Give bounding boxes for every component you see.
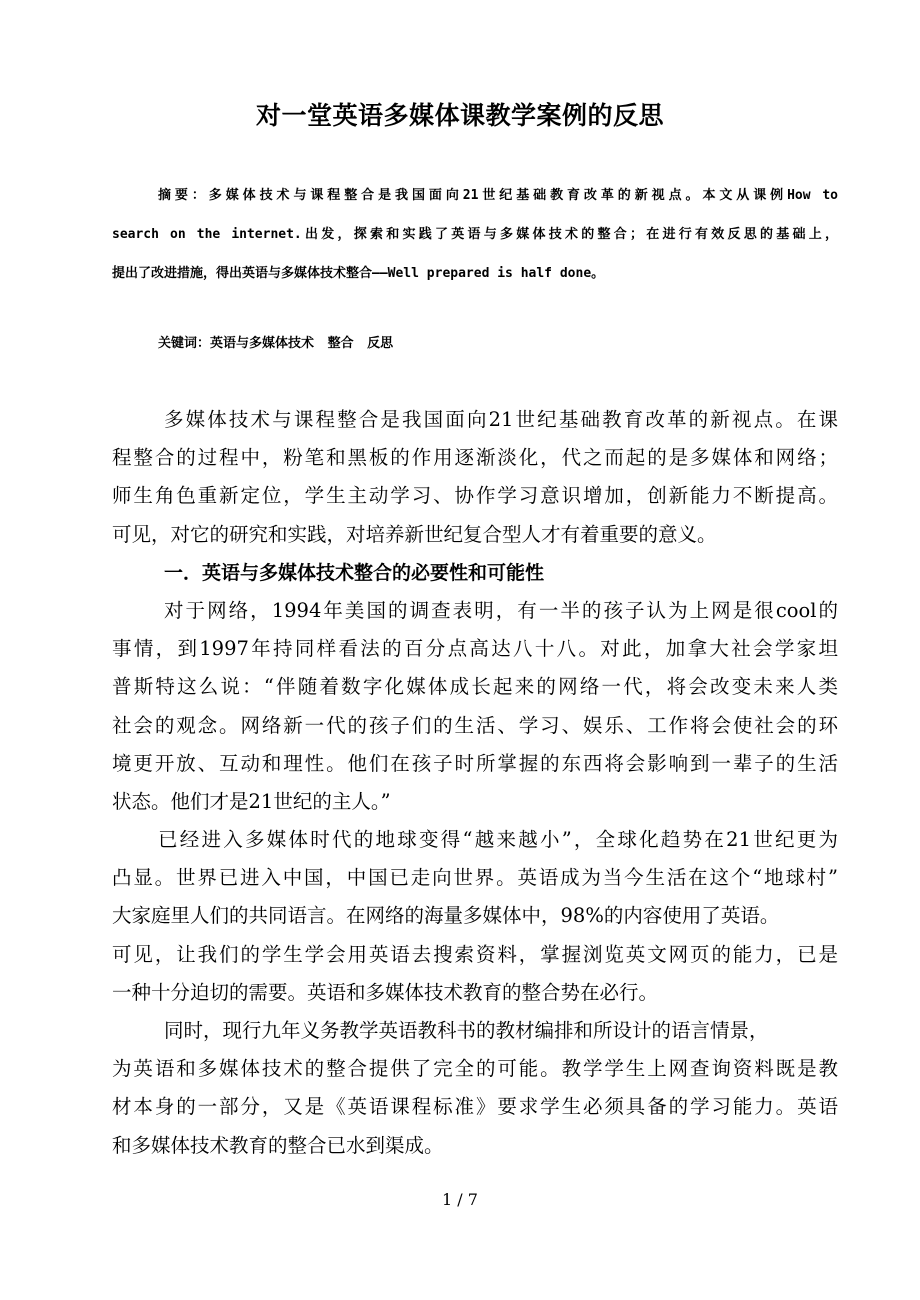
body-line: 凸显。世界已进入中国，中国已走向世界。英语成为当今生活在这个“地球村”	[112, 866, 838, 890]
body-line: 为英语和多媒体技术的整合提供了完全的可能。教学学生上网查询资料既是教	[112, 1057, 838, 1081]
body-line: 已经进入多媒体时代的地球变得“越来越小”，全球化趋势在21世纪更为	[158, 828, 838, 852]
body-line: 社会的观念。网络新一代的孩子们的生活、学习、娱乐、工作将会使社会的环	[112, 713, 838, 737]
body-line: 材本身的一部分，又是《英语课程标准》要求学生必须具备的学习能力。英语	[112, 1095, 838, 1119]
body-line: 师生角色重新定位，学生主动学习、协作学习意识增加，创新能力不断提高。	[112, 484, 838, 508]
body-line: 状态。他们才是21世纪的主人。”	[112, 789, 391, 813]
body-line: 同时，现行九年义务教学英语教科书的教材编排和所设计的语言情景，	[164, 1019, 769, 1042]
body-line: 程整合的过程中，粉笔和黑板的作用逐渐淡化，代之而起的是多媒体和网络；	[112, 446, 838, 470]
body-line: 对于网络，1994年美国的调查表明，有一半的孩子认为上网是很cool的	[164, 598, 838, 622]
document-title: 对一堂英语多媒体课教学案例的反思	[255, 101, 664, 130]
body-line: 一种十分迫切的需要。英语和多媒体技术教育的整合势在必行。	[112, 980, 659, 1004]
abstract-line: 提出了改进措施，得出英语与多媒体技术整合——Well prepared is half done。	[112, 266, 605, 281]
body-line: 大家庭里人们的共同语言。在网络的海量多媒体中，98%的内容使用了英语。	[112, 904, 780, 928]
abstract	[112, 176, 838, 293]
body-line: 境更开放、互动和理性。他们在孩子时所掌握的东西将会影响到一辈子的生活	[112, 751, 838, 775]
page-number: 1 / 7	[442, 1190, 478, 1209]
abstract-line: 摘要：多媒体技术与课程整合是我国面向21世纪基础教育改革的新视点。本文从课例How to	[158, 188, 838, 203]
abstract-line: search on the internet.出发，探索和实践了英语与多媒体技术的整合；在进行有效反思的基础上，	[112, 227, 838, 242]
body-line: 可见，让我们的学生学会用英语去搜索资料，掌握浏览英文网页的能力，已是	[112, 942, 838, 966]
section-heading: 一．英语与多媒体技术整合的必要性和可能性	[164, 561, 545, 584]
body-text	[112, 401, 838, 1165]
body-line: 可见，对它的研究和实践，对培养新世纪复合型人才有着重要的意义。	[112, 522, 717, 546]
body-line: 普斯特这么说：“伴随着数字化媒体成长起来的网络一代，将会改变未来人类	[112, 675, 838, 699]
body-line: 事情，到1997年持同样看法的百分点高达八十八。对此，加拿大社会学家坦	[112, 637, 838, 661]
body-line: 多媒体技术与课程整合是我国面向21世纪基础教育改革的新视点。在课	[164, 408, 838, 431]
keywords: 关键词：英语与多媒体技术 整合 反思	[158, 336, 394, 351]
body-line: 和多媒体技术教育的整合已水到渠成。	[112, 1133, 444, 1157]
